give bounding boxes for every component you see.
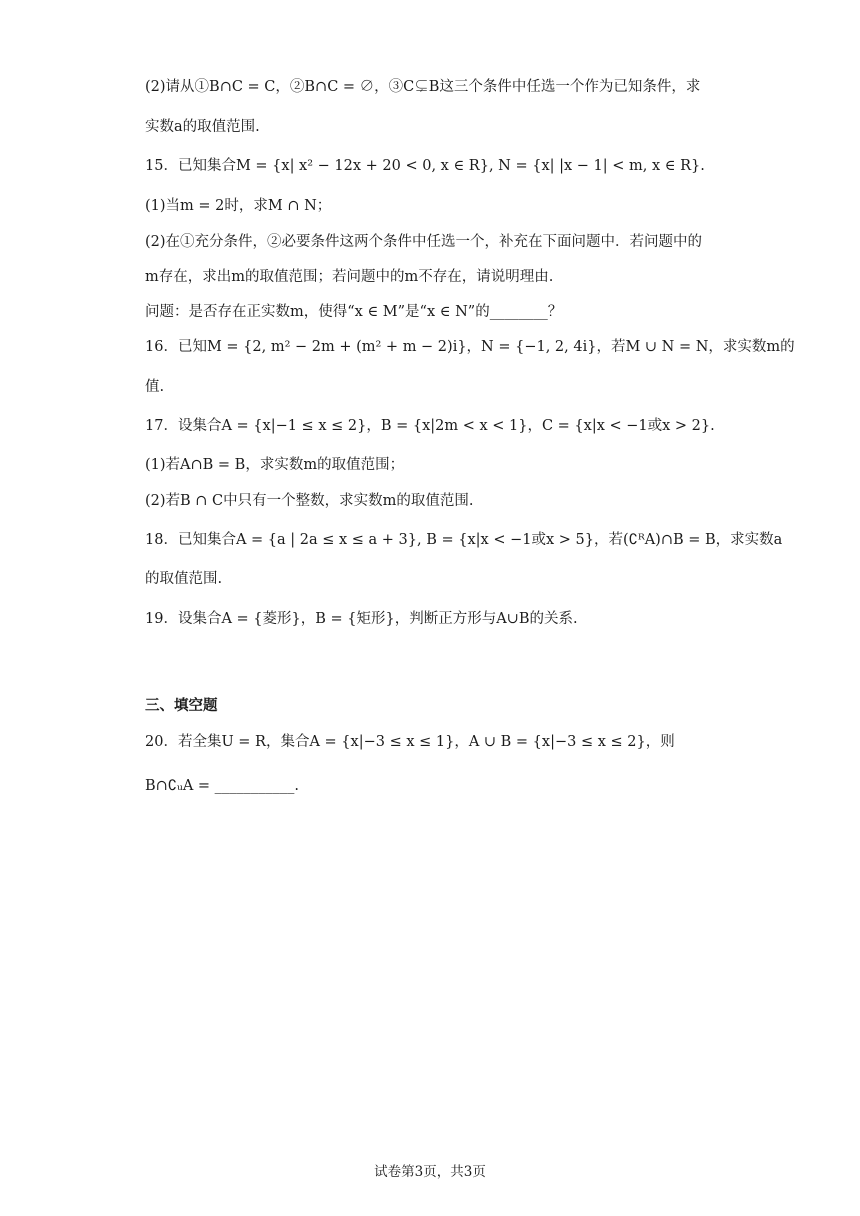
q17-stem: 17．设集合A = {x|−1 ≤ x ≤ 2}，B = {x|2m < x < 1}，C = {x|x < −1或x > 2}.	[145, 418, 715, 434]
section-heading-fill-in: 三、填空题	[145, 698, 218, 714]
q16-stem-line2: 值.	[145, 379, 165, 395]
q14-part2-line1: (2)请从①B∩C = C，②B∩C = ∅，③C⊊B这三个条件中任选一个作为已知条件，求	[145, 79, 701, 95]
q16-stem-line1: 16．已知M = {2, m² − 2m + (m² + m − 2)i}，N = {−1, 2, 4i}，若M ∪ N = N，求实数m的	[145, 339, 795, 355]
q19-stem: 19．设集合A = {菱形}，B = {矩形}，判断正方形与A∪B的关系.	[145, 611, 578, 627]
q18-stem-line2: 的取值范围.	[145, 571, 223, 587]
q17-part1: (1)若A∩B = B，求实数m的取值范围；	[145, 457, 405, 473]
q20-stem-line2: B∩∁ᵤA = ___________.	[145, 778, 300, 794]
page-footer: 试卷第3页，共3页	[374, 1164, 486, 1180]
q18-stem-line1: 18．已知集合A = {a | 2a ≤ x ≤ a + 3}, B = {x|x < −1或x > 5}，若(∁ᴿA)∩B = B，求实数a	[145, 532, 783, 548]
q14-part2-line2: 实数a的取值范围.	[145, 119, 260, 135]
q17-part2: (2)若B ∩ C中只有一个整数，求实数m的取值范围.	[145, 493, 474, 509]
q20-stem-line1: 20．若全集U = R，集合A = {x|−3 ≤ x ≤ 1}，A ∪ B = {x|−3 ≤ x ≤ 2}，则	[145, 734, 675, 750]
q15-part2-line2: m存在，求出m的取值范围；若问题中的m不存在，请说明理由.	[145, 269, 554, 285]
q15-part1: (1)当m = 2时，求M ∩ N；	[145, 198, 332, 214]
q15-part2-line1: (2)在①充分条件，②必要条件这两个条件中任选一个，补充在下面问题中．若问题中的	[145, 234, 703, 250]
q15-question: 问题：是否存在正实数m，使得“x ∈ M”是“x ∈ N”的________？	[145, 304, 563, 320]
q15-stem: 15．已知集合M = {x| x² − 12x + 20 < 0, x ∈ R}, N = {x| |x − 1| < m, x ∈ R}.	[145, 158, 705, 174]
